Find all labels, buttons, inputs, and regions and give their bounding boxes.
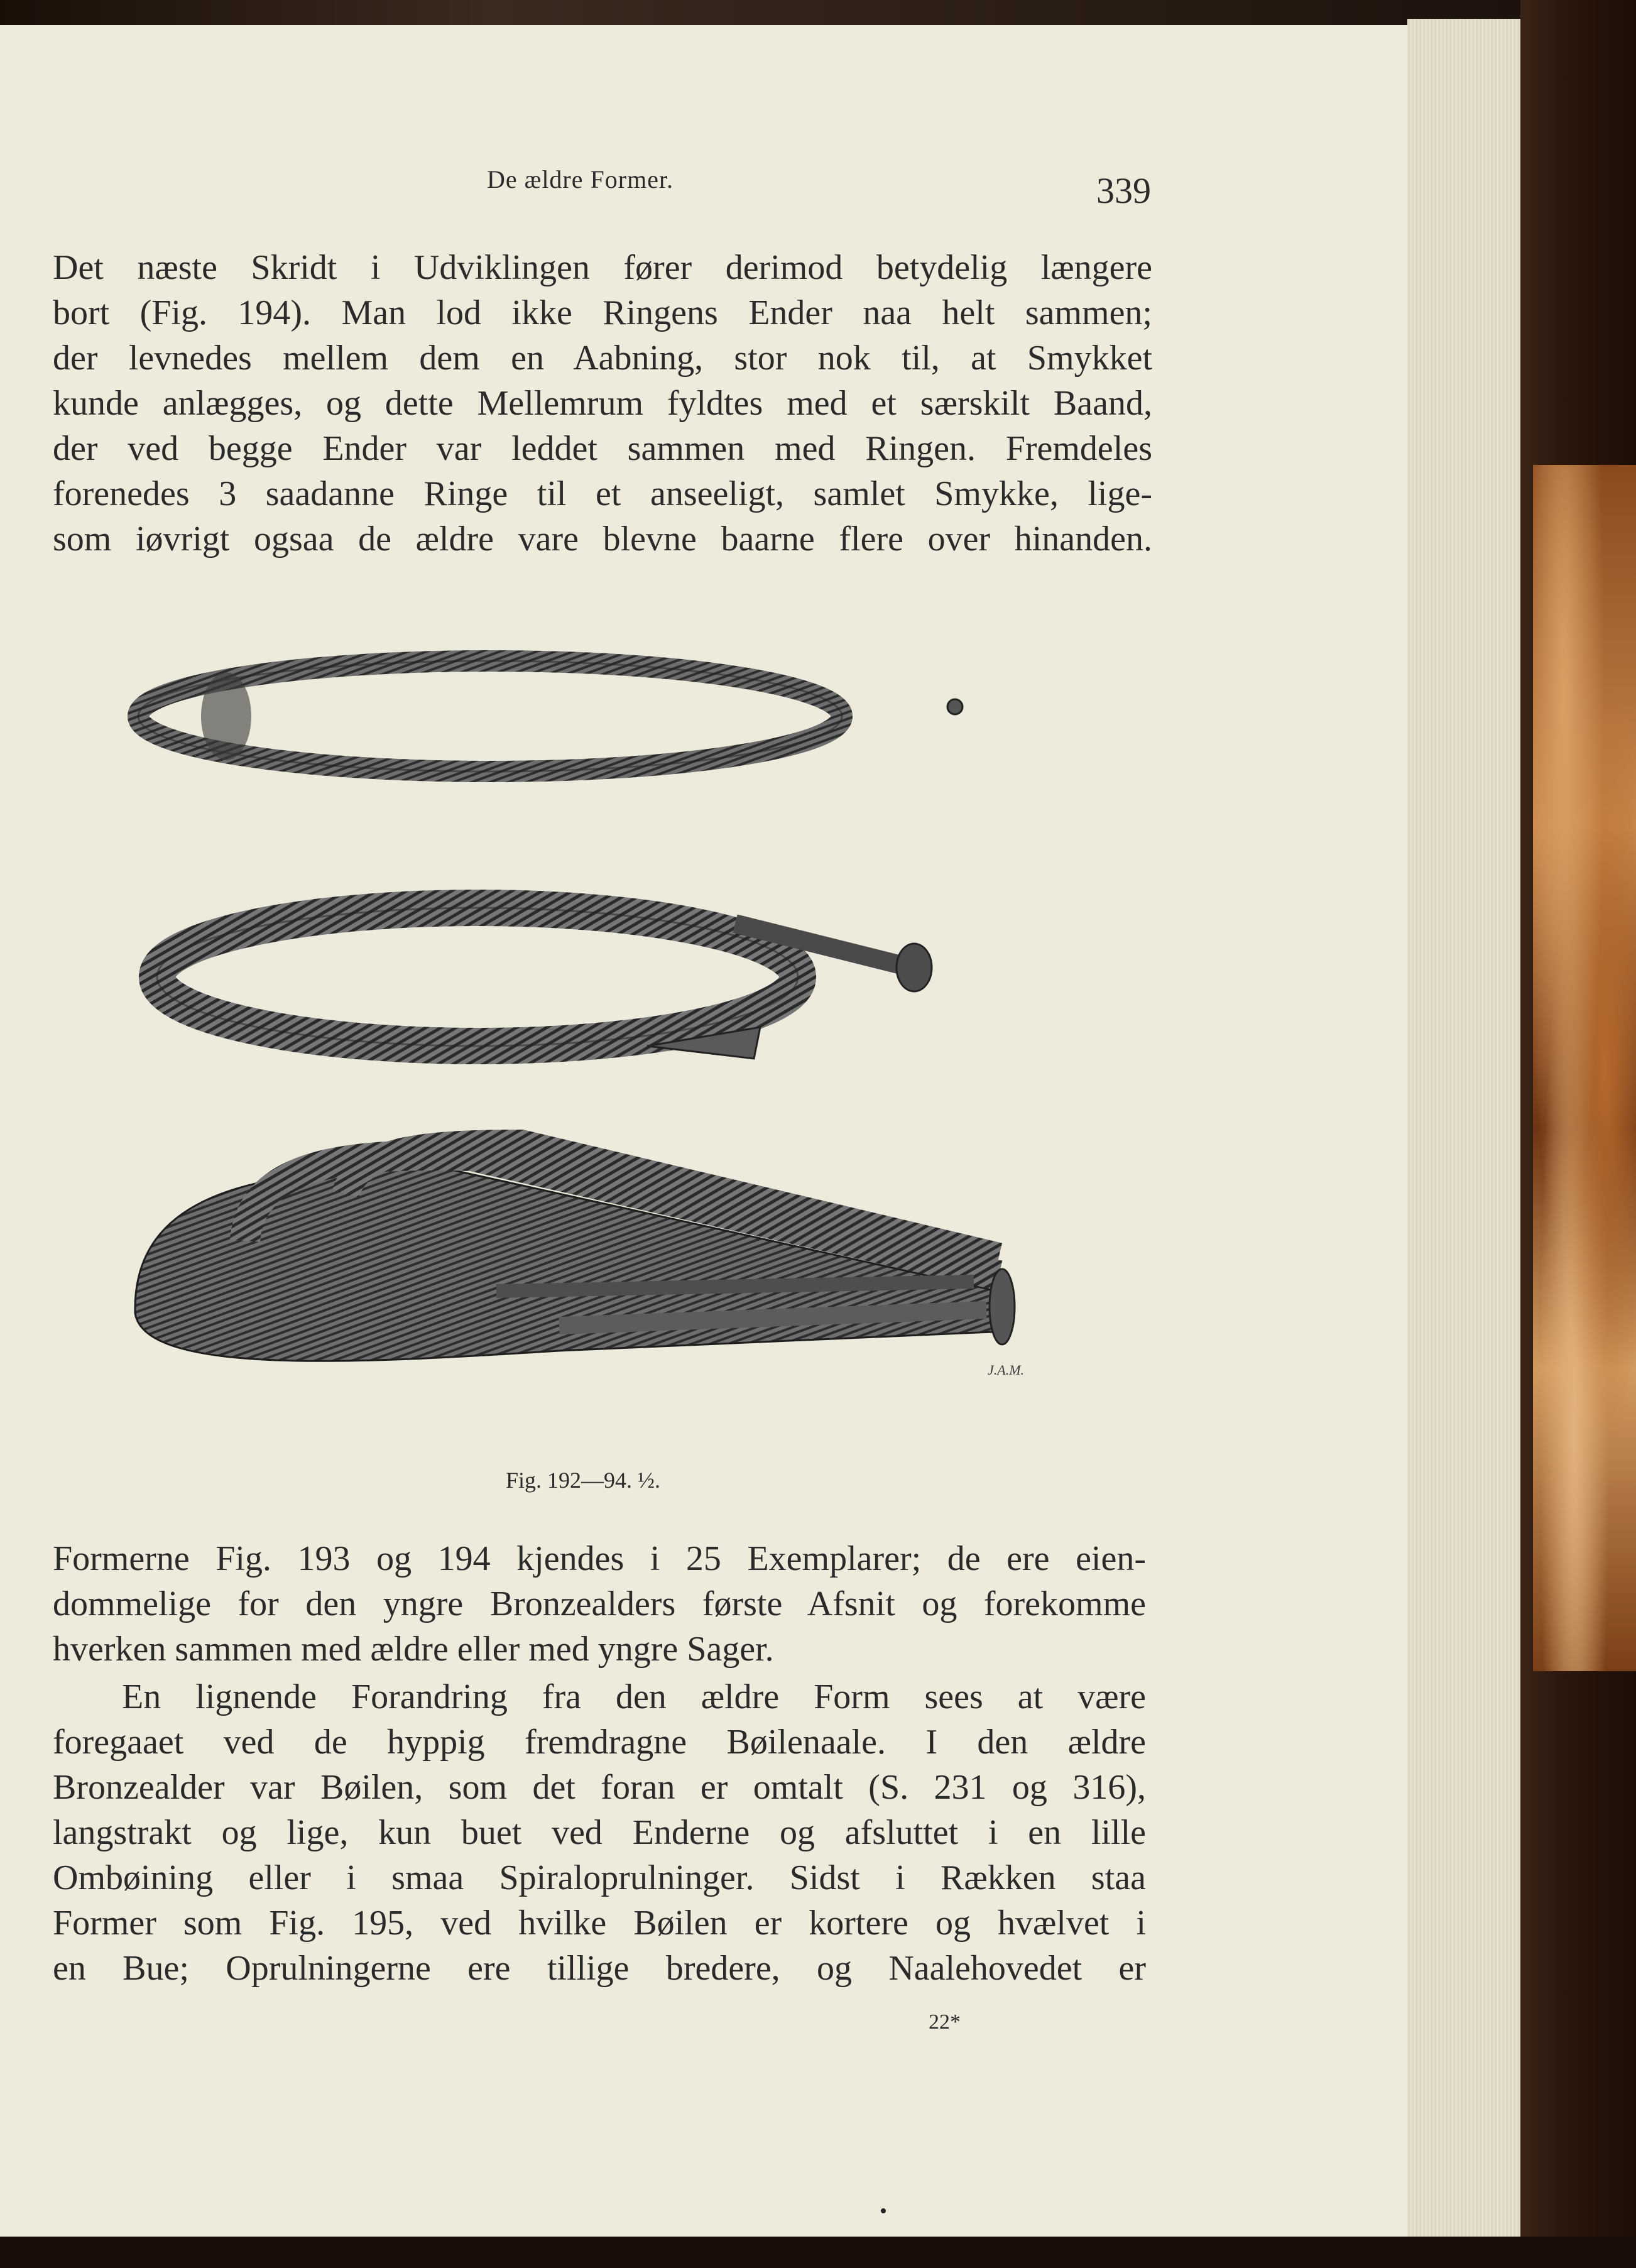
signature-mark: 22* [929,2010,961,2034]
marbled-edge [1533,465,1636,1671]
page-speck [881,2208,886,2213]
text-line: hverken sammen med ældre eller med yngre Sager. [53,1630,774,1669]
paragraph-2 [53,1536,1146,1672]
text-line: langstrakt og lige, kun buet ved Enderne og afsluttet i en lille [53,1813,1146,1852]
text-line: Former som Fig. 195, ved hvilke Bøilen er kortere og hvælvet i [53,1904,1146,1943]
ring-3 [135,1143,1015,1361]
bronze-rings-illustration [119,628,1099,1458]
running-head: De ældre Former. [487,165,674,194]
text-line: foregaaet ved de hyppig fremdragne Bøilenaale. I den ældre [53,1723,1146,1762]
text-line: som iøvrigt ogsaa de ældre vare blevne baarne flere over hinanden. [53,520,1152,559]
text-line: Ombøining eller i smaa Spiraloprulninger. Sidst i Rækken staa [53,1858,1146,1897]
book-binding-bottom [0,2237,1636,2268]
paragraph-1 [53,245,1152,562]
figure-caption: Fig. 192—94. ½. [506,1468,661,1493]
text-line: Det næste Skridt i Udviklingen fører derimod betydelig længere [53,248,1152,287]
ring-1 [138,661,963,771]
text-line: Formerne Fig. 193 og 194 kjendes i 25 Exemplarer; de ere eien- [53,1539,1146,1578]
text-line: forenedes 3 saadanne Ringe til et anseeligt, samlet Smykke, lige- [53,474,1152,513]
text-line: Bronzealder var Bøilen, som det foran er omtalt (S. 231 og 316), [53,1768,1146,1807]
text-line: en Bue; Oprulningerne ere tillige bredere, og Naalehovedet er [53,1949,1146,1988]
page-edges [1407,19,1520,2243]
ring-2 [157,908,932,1059]
text-line: En lignende Forandring fra den ældre Form sees at være [122,1677,1146,1716]
text-line: dommelige for den yngre Bronzealders første Afsnit og forekomme [53,1584,1146,1623]
paragraph-3 [53,1674,1146,1991]
engraver-signature: J.A.M. [988,1362,1025,1378]
text-line: kunde anlægges, og dette Mellemrum fyldtes med et særskilt Baand, [53,384,1152,423]
page-number: 339 [1096,170,1151,211]
text-line: der ved begge Ender var leddet sammen med Ringen. Fremdeles [53,429,1152,468]
text-line: der levnedes mellem dem en Aabning, stor nok til, at Smykket [53,339,1152,378]
text-line: bort (Fig. 194). Man lod ikke Ringens Ender naa helt sammen; [53,293,1152,332]
